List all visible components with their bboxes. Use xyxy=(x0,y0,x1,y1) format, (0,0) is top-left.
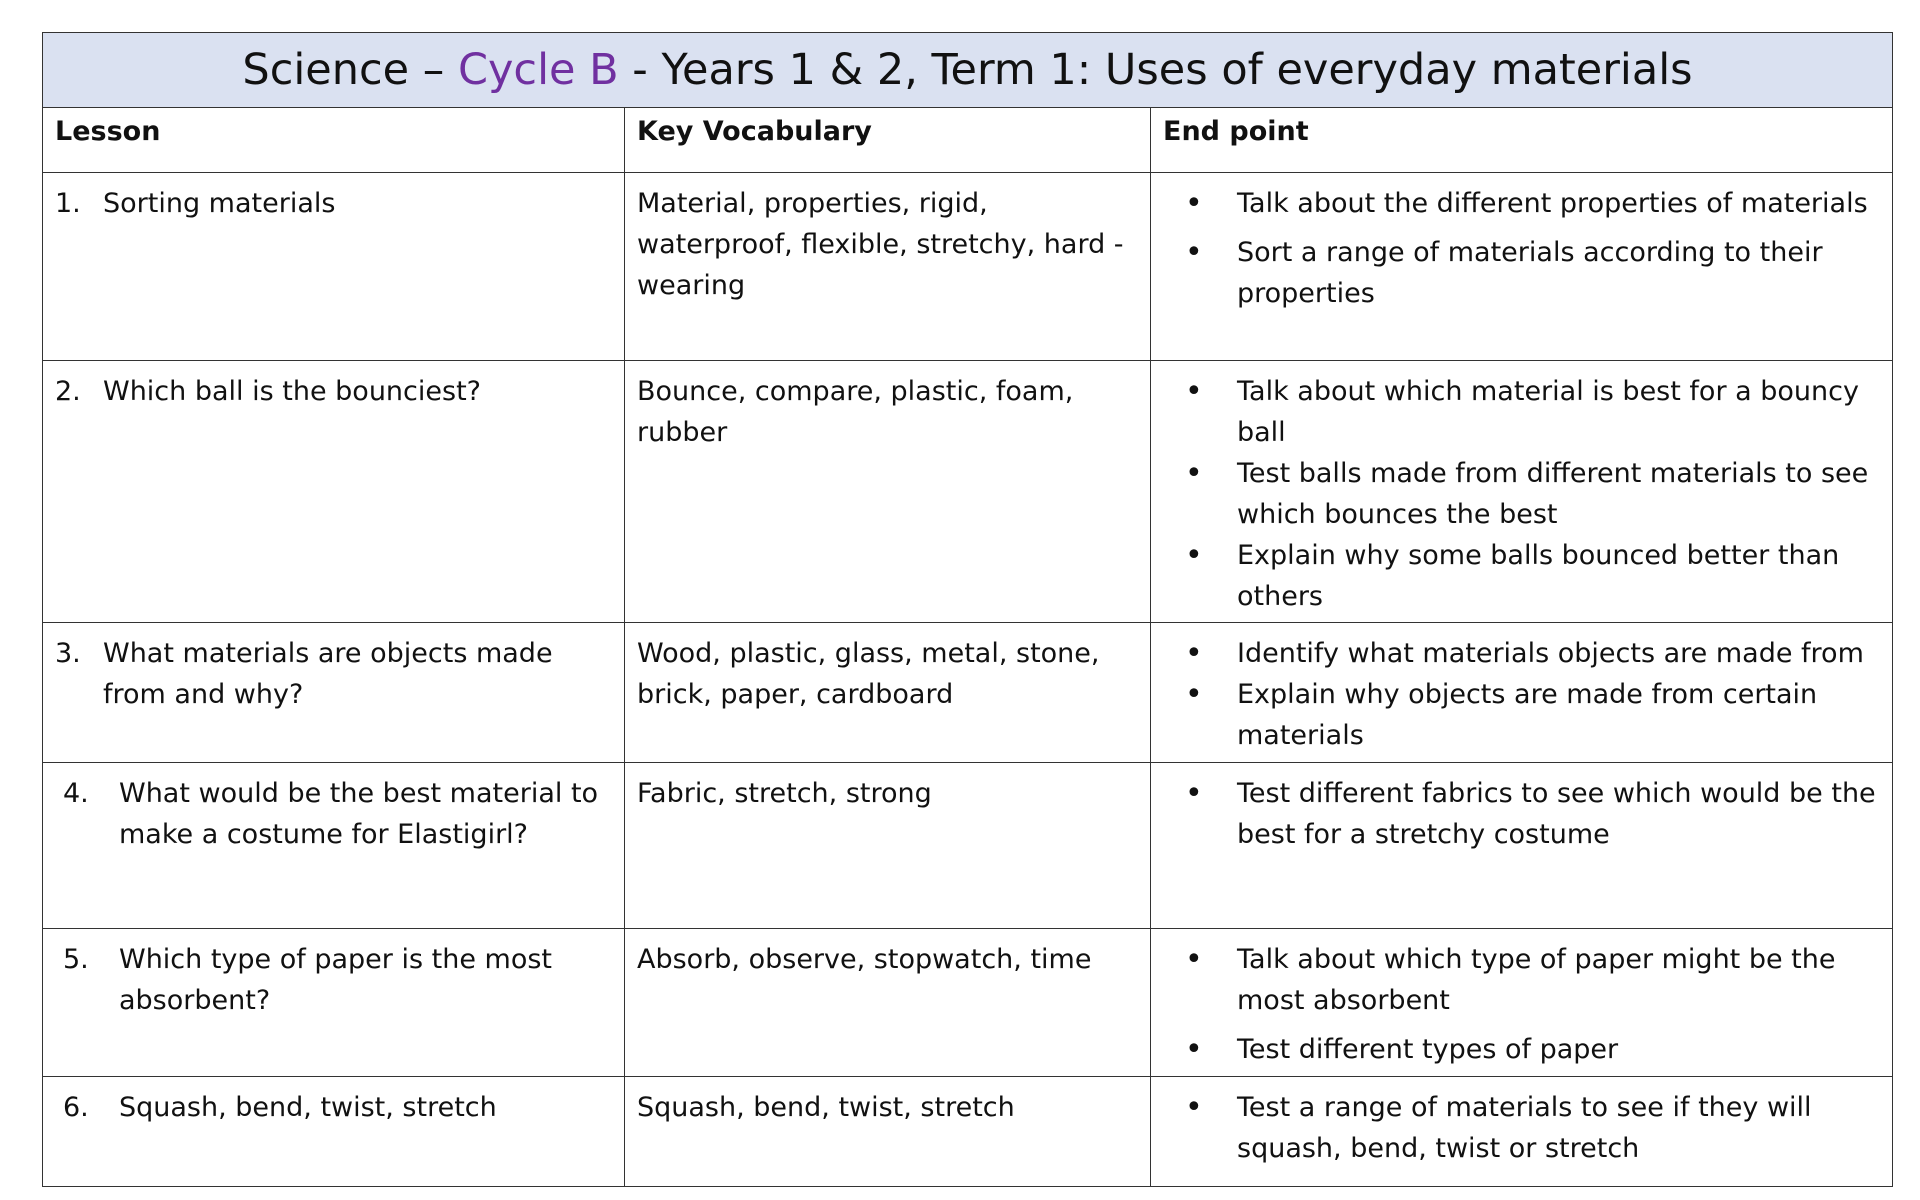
vocab-cell: Fabric, stretch, strong xyxy=(625,763,1151,929)
endpoint-item: • Test different fabrics to see which would be the best for a stretchy costume xyxy=(1163,773,1880,855)
table-row xyxy=(43,173,1893,361)
lesson-title: Squash, bend, twist, stretch xyxy=(119,1092,497,1123)
endpoint-item: • Explain why objects are made from certain materials xyxy=(1163,674,1880,756)
table-row xyxy=(43,929,1893,1077)
endpoint-cell xyxy=(1151,623,1893,763)
lesson-cell xyxy=(43,1077,625,1187)
lesson-title: Which ball is the bounciest? xyxy=(103,376,481,407)
vocab-cell: Bounce, compare, plastic, foam, rubber xyxy=(625,361,1151,623)
endpoint-item: • Talk about which material is best for a bouncy ball xyxy=(1163,371,1880,453)
endpoint-item: • Test different types of paper xyxy=(1163,1029,1880,1070)
lesson-number: 3. xyxy=(55,638,81,669)
endpoint-cell xyxy=(1151,1077,1893,1187)
table-row xyxy=(43,623,1893,763)
endpoint-item: • Explain why some balls bounced better than others xyxy=(1163,535,1880,617)
title-accent: Cycle B xyxy=(457,45,619,95)
page-title xyxy=(43,33,1893,108)
lesson-cell xyxy=(43,623,625,763)
vocab-cell: Wood, plastic, glass, metal, stone, brick, paper, cardboard xyxy=(625,623,1151,763)
lesson-number: 6. xyxy=(63,1092,89,1123)
endpoint-cell xyxy=(1151,929,1893,1077)
curriculum-sheet xyxy=(42,32,1892,1187)
endpoint-item: • Test balls made from different materials to see which bounces the best xyxy=(1163,453,1880,535)
table-header-row xyxy=(43,108,1893,173)
endpoint-item: • Sort a range of materials according to their properties xyxy=(1163,232,1880,314)
endpoint-cell xyxy=(1151,763,1893,929)
table-row xyxy=(43,361,1893,623)
vocab-cell: Material, properties, rigid, waterproof, flexible, stretchy, hard -wearing xyxy=(625,173,1151,361)
lesson-plan-table xyxy=(42,32,1893,1187)
lesson-cell xyxy=(43,173,625,361)
lesson-cell xyxy=(43,361,625,623)
endpoint-item: • Test a range of materials to see if they will squash, bend, twist or stretch xyxy=(1163,1087,1880,1169)
table-row xyxy=(43,1077,1893,1187)
endpoint-item: • Talk about which type of paper might be the most absorbent xyxy=(1163,939,1880,1021)
title-prefix: Science – xyxy=(242,45,458,95)
table-row xyxy=(43,763,1893,929)
lesson-cell xyxy=(43,763,625,929)
endpoint-item: • Talk about the different properties of materials xyxy=(1163,183,1880,224)
lesson-title: What materials are objects made from and why? xyxy=(103,638,553,710)
endpoint-item: • Identify what materials objects are made from xyxy=(1163,633,1880,674)
lesson-number: 2. xyxy=(55,376,81,407)
column-header-lesson: Lesson xyxy=(43,108,625,173)
lesson-number: 1. xyxy=(55,188,81,219)
lesson-number: 4. xyxy=(63,778,89,809)
column-header-endpoint: End point xyxy=(1151,108,1893,173)
endpoint-cell xyxy=(1151,361,1893,623)
lesson-cell xyxy=(43,929,625,1077)
column-header-vocab: Key Vocabulary xyxy=(625,108,1151,173)
lesson-title: What would be the best material to make a costume for Elastigirl? xyxy=(119,778,599,850)
vocab-cell: Absorb, observe, stopwatch, time xyxy=(625,929,1151,1077)
lesson-title: Which type of paper is the most absorbent? xyxy=(119,944,552,1016)
vocab-cell: Squash, bend, twist, stretch xyxy=(625,1077,1151,1187)
lesson-title: Sorting materials xyxy=(103,188,336,219)
lesson-number: 5. xyxy=(63,944,89,975)
title-suffix: - Years 1 & 2, Term 1: Uses of everyday materials xyxy=(618,45,1693,95)
endpoint-cell xyxy=(1151,173,1893,361)
